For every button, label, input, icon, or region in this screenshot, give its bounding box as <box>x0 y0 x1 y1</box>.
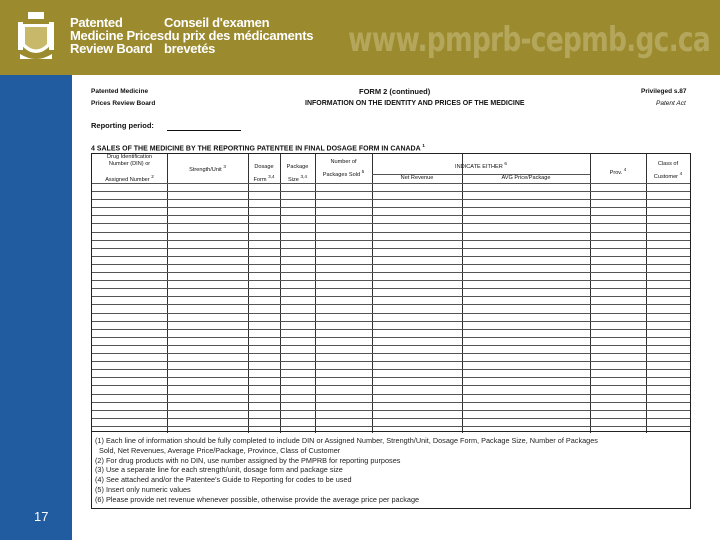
column-header-net-revenue: Net Revenue <box>400 175 434 181</box>
column-header-avg-price: AVG Price/Package <box>501 175 551 181</box>
table-row[interactable] <box>92 207 690 208</box>
privileged-label: Privileged s.87 <box>641 88 687 95</box>
table-row[interactable] <box>92 280 690 281</box>
form-document <box>72 75 720 540</box>
section-title: 4 SALES OF THE MEDICINE BY THE REPORTING PATENTEE IN FINAL DOSAGE FORM IN CANADA $^1$ <box>91 143 425 153</box>
left-sidebar <box>0 75 72 540</box>
table-row[interactable] <box>92 345 690 346</box>
table-row[interactable] <box>92 296 690 297</box>
table-row[interactable] <box>92 353 690 354</box>
reporting-period-field[interactable] <box>167 130 241 131</box>
table-row[interactable] <box>92 232 690 233</box>
form-org-line-2: Prices Review Board <box>91 100 156 107</box>
footnote: (3) Use a separate line for each strength/unit, dosage form and package size <box>95 465 343 475</box>
coat-of-arms-icon <box>16 10 56 64</box>
table-row[interactable] <box>92 304 690 305</box>
table-row[interactable] <box>92 361 690 362</box>
column-header-packages-sold: Number of Packages Sold $^5$ <box>322 159 365 178</box>
table-row[interactable] <box>92 272 690 273</box>
table-row[interactable] <box>92 223 690 224</box>
table-row[interactable] <box>92 248 690 249</box>
footnote: Sold, Net Revenues, Average Price/Package, Province, Class of Customer <box>99 445 341 455</box>
table-row[interactable] <box>92 199 690 200</box>
column-header-province: Prov. $^4$ <box>609 167 627 176</box>
table-row[interactable] <box>92 385 690 386</box>
footnote: (6) Please provide net revenue whenever possible, otherwise provide the average price per package <box>95 494 420 504</box>
column-header-package-size: Package Size $^{3,4}$ <box>286 164 309 183</box>
footnote: (4) See attached and/or the Patentee's Guide to Reporting for codes to be used <box>95 475 352 485</box>
footnote: (1) Each line of information should be fully completed to include DIN or Assigned Number, Strength/Unit, Dosage Form, Package Size, Number of Packages <box>95 436 598 445</box>
reporting-period-label: Reporting period: <box>91 121 154 130</box>
footnote: (2) For drug products with no DIN, use number assigned by the PMPRB for reporting purposes <box>95 455 401 465</box>
website-url: www.pmprb-cepmb.gc.ca <box>348 20 710 60</box>
table-row[interactable] <box>92 426 690 427</box>
table-row[interactable] <box>92 377 690 378</box>
column-header-din: Drug Identification Number (DIN) or Assigned Number $^2$ <box>105 154 154 183</box>
table-row[interactable] <box>92 215 690 216</box>
org-name-english: Patented Medicine Prices Review Board <box>70 15 164 56</box>
table-row[interactable] <box>92 337 690 338</box>
column-header-class-of-customer: Class of Customer $^4$ <box>653 161 683 180</box>
org-name-french: Conseil d'examen du prix des médicaments brevetés <box>164 15 314 56</box>
column-header-indicate-either: INDICATE EITHER $^6$ <box>455 161 507 170</box>
table-row[interactable] <box>92 321 690 322</box>
table-row[interactable] <box>92 402 690 403</box>
table-row[interactable] <box>92 410 690 411</box>
form-org-line-1: Patented Medicine <box>91 88 149 95</box>
table-row[interactable] <box>92 418 690 419</box>
table-row[interactable] <box>92 288 690 289</box>
patent-act-label: Patent Act <box>656 100 686 107</box>
table-row[interactable] <box>92 256 690 257</box>
table-row[interactable] <box>92 369 690 370</box>
table-row[interactable] <box>92 329 690 330</box>
table-row[interactable] <box>92 264 690 265</box>
form-title: FORM 2 (continued) <box>359 87 431 96</box>
column-header-dosage-form: Dosage Form $^{3,4}$ <box>253 164 275 183</box>
footnote: (5) Insert only numeric values <box>95 484 191 494</box>
table-row[interactable] <box>92 191 690 192</box>
form-subtitle: INFORMATION ON THE IDENTITY AND PRICES OF THE MEDICINE <box>305 100 525 107</box>
table-row[interactable] <box>92 240 690 241</box>
column-header-strength: Strength/Unit $^3$ <box>189 164 226 173</box>
table-row[interactable] <box>92 313 690 314</box>
footnotes <box>91 431 691 509</box>
header-banner <box>0 0 720 75</box>
page-number: 17 <box>34 509 49 524</box>
table-row[interactable] <box>92 394 690 395</box>
